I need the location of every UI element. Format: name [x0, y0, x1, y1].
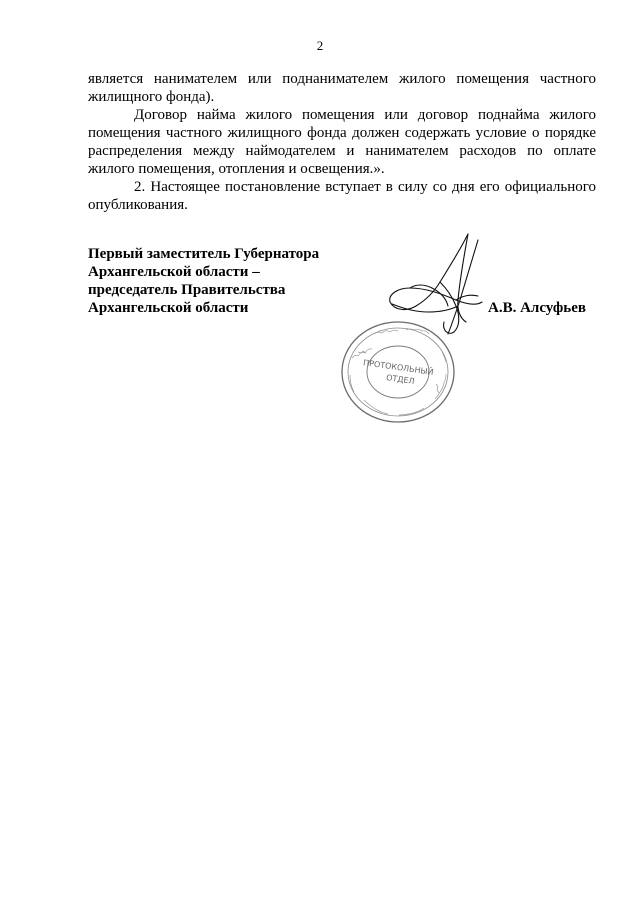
handwritten-signature: [386, 226, 492, 346]
paragraph-lease-condition: Договор найма жилого помещения или договор поднайма жилого помещения частного жилищного фонда должен содержать условие о порядке распределения между наймодателем и нанимателем расходов по оплате жилого помещения, отопления и освещения.».: [88, 107, 596, 177]
seal-center-text: ПРОТОКОЛЬНЫЙ: [362, 358, 435, 377]
paragraph-continuation: является нанимателем или поднанимателем жилого помещения частного жилищного фонда).: [88, 71, 596, 105]
signer-name: А.В. Алсуфьев: [488, 300, 586, 316]
page-number: 2: [316, 38, 324, 53]
signatory-position-line: Первый заместитель Губернатора: [88, 246, 320, 262]
seal-center-text: ОТДЕЛ: [385, 373, 416, 386]
signatory-position-line: Архангельской области –: [88, 264, 260, 280]
paragraph-effective-date: 2. Настоящее постановление вступает в силу со дня его официального опубликования.: [88, 179, 596, 213]
document-body: [88, 70, 596, 214]
signatory-position-line: председатель Правительства: [88, 282, 286, 298]
signatory-position-line: Архангельской области: [88, 300, 249, 316]
signatory-position: [88, 245, 348, 317]
